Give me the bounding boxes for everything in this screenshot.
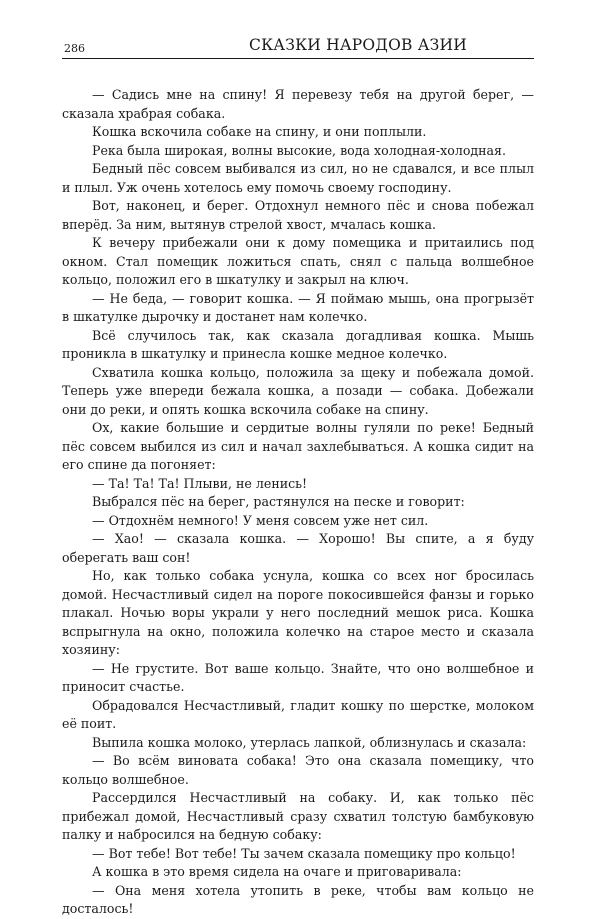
paragraph: — Не беда, — говорит кошка. — Я поймаю мышь, она прогрызёт в шкатулке дырочку и достанет нам колечко. — [62, 290, 534, 324]
paragraph: Река была широкая, волны высокие, вода холодная-холодная. — [92, 142, 507, 158]
paragraph: Рассердился Несчастливый на собаку. И, как только пёс прибежал домой, Несчастливый сразу схватил толстую бамбуковую палку и набросился на бедную собаку: — [62, 790, 534, 842]
paragraph: — Она меня хотела утопить в реке, чтобы вам кольцо не досталось! — [62, 882, 534, 916]
paragraph: Схватила кошка кольцо, положила за щеку и побежала домой. Теперь уже впереди бежала кошка, а позади — собака. Добежали они до реки, и опять кошка вскочила собаке на спину. — [62, 364, 534, 417]
paragraph: Выпила кошка молоко, утерлась лапкой, облизнулась и сказала: — [92, 734, 527, 750]
paragraph: Кошка вскочила собаке на спину, и они поплыли. — [92, 124, 427, 139]
page-header — [62, 34, 534, 59]
paragraph: Бедный пёс совсем выбивался из сил, но не сдавался, и все плыл и плыл. Уж очень хотелось ему помочь своему господину. — [62, 161, 534, 195]
paragraph: — Отдохнём немного! У меня совсем уже нет сил. — [92, 512, 429, 528]
paragraph: Но, как только собака уснула, кошка со всех ног бросилась домой. Несчастливый сидел на пороге покосившейся фанзы и горько плакал. Ночью воры украли у него последний мешок риса. Кошка вспрыгнула на окно, положила колечко на старое место и сказала хозяину: — [62, 568, 534, 657]
paragraph: Выбрался пёс на берег, растянулся на песке и говорит: — [92, 494, 465, 509]
paragraph: А кошка в это время сидела на очаге и приговаривала: — [92, 864, 462, 879]
paragraph: — Хао! — сказала кошка. — Хорошо! Вы спите, а я буду оберегать ваш сон! — [62, 531, 534, 565]
paragraph: — Та! Та! Та! Плыви, не ленись! — [92, 475, 308, 491]
paragraph: — Вот тебе! Вот тебе! Ты зачем сказала помещику про кольцо! — [92, 845, 516, 861]
paragraph: Ох, какие большие и сердитые волны гуляли по реке! Бедный пёс совсем выбился из сил и начал захлебываться. А кошка сидит на его спине да погоняет: — [62, 420, 534, 472]
paragraph: — Во всём виновата собака! Это она сказала помещику, что кольцо волшебное. — [62, 753, 534, 787]
body-text — [62, 86, 534, 919]
page-number: 286 — [64, 42, 85, 55]
running-title: СКАЗКИ НАРОДОВ АЗИИ — [249, 36, 467, 54]
paragraph: Вот, наконец, и берег. Отдохнул немного пёс и снова побежал вперёд. За ним, вытянув стрелой хвост, мчалась кошка. — [62, 198, 534, 232]
paragraph: Обрадовался Несчастливый, гладит кошку по шерстке, молоком её поит. — [62, 697, 534, 731]
paragraph: — Садись мне на спину! Я перевезу тебя на другой берег, — сказала храбрая собака. — [62, 87, 534, 121]
paragraph: К вечеру прибежали они к дому помещика и притаились под окном. Стал помещик ложиться спать, снял с пальца волшебное кольцо, положил его в шкатулку и закрыл на ключ. — [62, 235, 534, 287]
paragraph: Всё случилось так, как сказала догадливая кошка. Мышь проникла в шкатулку и принесла кошке медное колечко. — [62, 327, 534, 361]
paragraph: — Не грустите. Вот ваше кольцо. Знайте, что оно волшебное и приносит счастье. — [62, 660, 534, 694]
